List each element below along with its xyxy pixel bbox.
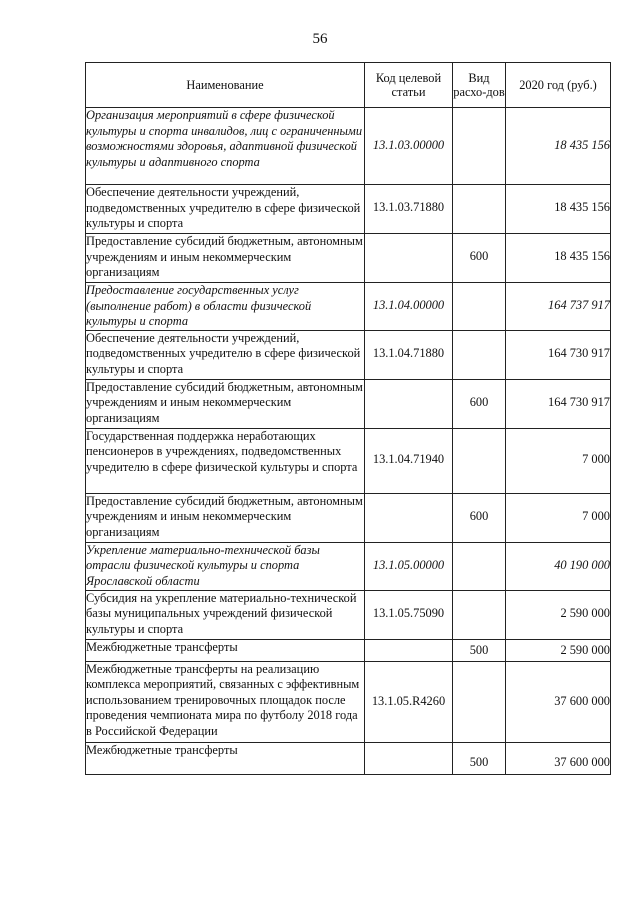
row-code: 13.1.03.00000	[365, 108, 453, 185]
row-kind: 500	[453, 639, 506, 661]
row-name: Укрепление материально-технической базы отрасли физической культуры и спорта Ярославской области	[86, 542, 365, 590]
row-code: 13.1.04.00000	[365, 283, 453, 331]
row-name: Межбюджетные трансферты	[86, 639, 365, 661]
row-name: Субсидия на укрепление материально-технической базы муниципальных учреждений физической культуры и спорта	[86, 590, 365, 639]
table-row	[86, 542, 611, 590]
row-name: Обеспечение деятельности учреждений, подведомственных учредителю в сфере физической культуры и спорта	[86, 330, 365, 379]
table-row	[86, 661, 611, 742]
row-name: Обеспечение деятельности учреждений, подведомственных учредителю в сфере физической культуры и спорта	[86, 185, 365, 234]
row-amount: 164 737 917	[506, 283, 611, 331]
row-name: Предоставление государственных услуг (выполнение работ) в области физической культуры и спорта	[86, 283, 365, 331]
table-header-row	[86, 63, 611, 108]
row-kind	[453, 590, 506, 639]
table-row	[86, 590, 611, 639]
row-code: 13.1.05.00000	[365, 542, 453, 590]
row-kind	[453, 283, 506, 331]
row-amount: 40 190 000	[506, 542, 611, 590]
row-amount: 7 000	[506, 428, 611, 493]
table-row	[86, 185, 611, 234]
row-code: 13.1.03.71880	[365, 185, 453, 234]
budget-table	[85, 62, 611, 775]
row-kind: 600	[453, 234, 506, 283]
row-amount: 7 000	[506, 493, 611, 542]
row-kind	[453, 542, 506, 590]
table-row	[86, 330, 611, 379]
row-name: Предоставление субсидий бюджетным, автономным учреждениям и иным некоммерческим организациям	[86, 379, 365, 428]
table-row	[86, 234, 611, 283]
row-amount: 37 600 000	[506, 742, 611, 774]
row-name: Предоставление субсидий бюджетным, автономным учреждениям и иным некоммерческим организациям	[86, 493, 365, 542]
table-row	[86, 379, 611, 428]
table-row	[86, 108, 611, 185]
row-code	[365, 493, 453, 542]
row-code	[365, 379, 453, 428]
row-code: 13.1.05.R4260	[365, 661, 453, 742]
row-code	[365, 234, 453, 283]
table-row	[86, 428, 611, 493]
row-amount: 164 730 917	[506, 379, 611, 428]
table-row	[86, 639, 611, 661]
row-name: Государственная поддержка неработающих пенсионеров в учреждениях, подведомственных учредителю в сфере физической культуры и спорта	[86, 428, 365, 493]
row-amount: 2 590 000	[506, 590, 611, 639]
row-kind	[453, 108, 506, 185]
header-code: Код целевой статьи	[365, 63, 453, 108]
row-amount: 164 730 917	[506, 330, 611, 379]
row-code: 13.1.04.71940	[365, 428, 453, 493]
header-amount: 2020 год (руб.)	[506, 63, 611, 108]
row-code: 13.1.05.75090	[365, 590, 453, 639]
row-amount: 18 435 156	[506, 234, 611, 283]
row-amount: 2 590 000	[506, 639, 611, 661]
row-name: Предоставление субсидий бюджетным, автономным учреждениям и иным некоммерческим организациям	[86, 234, 365, 283]
row-kind: 600	[453, 379, 506, 428]
row-name: Межбюджетные трансферты на реализацию комплекса мероприятий, связанных с эффективным использованием тренировочных площадок после проведения чемпионата мира по футболу 2018 года в Российской Федерации	[86, 661, 365, 742]
row-name: Организация мероприятий в сфере физической культуры и спорта инвалидов, лиц с ограниченными возможностями здоровья, адаптивной физической культуры и адаптивного спорта	[86, 108, 365, 185]
row-code: 13.1.04.71880	[365, 330, 453, 379]
row-kind	[453, 428, 506, 493]
row-kind: 500	[453, 742, 506, 774]
header-kind: Вид расхо-дов	[453, 63, 506, 108]
table-row	[86, 283, 611, 331]
row-kind	[453, 661, 506, 742]
table-row	[86, 493, 611, 542]
row-amount: 37 600 000	[506, 661, 611, 742]
row-code	[365, 742, 453, 774]
header-name: Наименование	[86, 63, 365, 108]
row-kind: 600	[453, 493, 506, 542]
table-row	[86, 742, 611, 774]
row-name: Межбюджетные трансферты	[86, 742, 365, 774]
row-kind	[453, 330, 506, 379]
page-number: 56	[312, 31, 328, 47]
row-code	[365, 639, 453, 661]
row-kind	[453, 185, 506, 234]
row-amount: 18 435 156	[506, 108, 611, 185]
row-amount: 18 435 156	[506, 185, 611, 234]
